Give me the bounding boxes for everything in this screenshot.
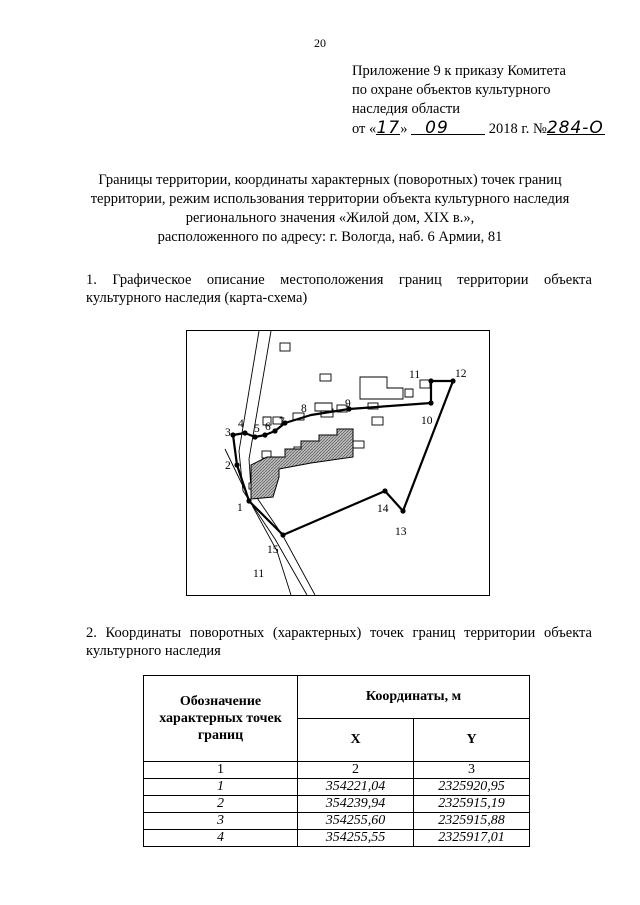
y-cell: 2325920,95 — [414, 779, 530, 796]
col-header-x: X — [298, 719, 414, 762]
point-cell: 2 — [144, 796, 298, 813]
building-small — [280, 343, 290, 351]
point-cell: 3 — [144, 813, 298, 830]
boundary-map-svg — [187, 331, 489, 595]
point-label-8: 8 — [301, 403, 307, 415]
point-label-15: 15 — [267, 544, 279, 556]
boundary-point — [400, 508, 405, 513]
point-label-4: 4 — [238, 418, 244, 430]
appendix-line-2: по охране объектов культурного — [352, 82, 551, 98]
building-small — [372, 417, 383, 425]
y-cell: 2325917,01 — [414, 830, 530, 847]
appendix-line-1: Приложение 9 к приказу Комитета — [352, 63, 566, 79]
boundary-point — [230, 432, 235, 437]
boundary-point — [234, 462, 239, 467]
map-extra-label: 11 — [253, 568, 265, 580]
building-small — [315, 403, 332, 411]
point-label-11: 11 — [409, 369, 421, 381]
boundary-map — [186, 330, 490, 596]
point-label-7: 7 — [279, 416, 285, 428]
point-label-3: 3 — [225, 427, 231, 439]
table-row — [144, 779, 530, 796]
x-cell: 354239,94 — [298, 796, 414, 813]
section-1-heading: 1. Графическое описание местоположения границ территории объекта культурного наследия (карта-схема) — [86, 272, 592, 306]
boundary-point — [428, 378, 433, 383]
title-line-4: расположенного по адресу: г. Вологда, наб. 6 Армии, 81 — [157, 229, 503, 245]
x-cell: 354255,60 — [298, 813, 414, 830]
point-label-2: 2 — [225, 460, 231, 472]
section-2-heading: 2. Координаты поворотных (характерных) точек границ территории объекта культурного наследия — [86, 625, 592, 659]
col-header-coordinates: Координаты, м — [298, 676, 530, 719]
point-label-13: 13 — [395, 526, 407, 538]
title-line-1: Границы территории, координаты характерных (поворотных) точек границ — [98, 172, 562, 188]
boundary-point — [246, 498, 251, 503]
boundary-point — [428, 400, 433, 405]
coordinates-table — [143, 675, 530, 847]
building-small — [320, 374, 331, 381]
building-small — [353, 441, 364, 448]
building-large — [360, 377, 403, 399]
document-title — [70, 171, 590, 247]
boundary-point — [272, 428, 277, 433]
point-label-1: 1 — [237, 502, 243, 514]
index-cell: 1 — [144, 762, 298, 779]
col-header-designation: Обозначение характерных точек границ — [144, 676, 298, 762]
point-label-10: 10 — [421, 415, 433, 427]
x-cell: 354221,04 — [298, 779, 414, 796]
boundary-point — [280, 532, 285, 537]
index-cell: 3 — [414, 762, 530, 779]
point-label-9: 9 — [345, 398, 351, 410]
date-mid: » — [400, 121, 408, 137]
boundary-point — [252, 434, 257, 439]
appendix-date-line — [352, 119, 622, 139]
appendix-header — [352, 62, 622, 139]
y-cell: 2325915,19 — [414, 796, 530, 813]
date-year: 2018 г. № — [488, 121, 547, 137]
table-row — [144, 813, 530, 830]
date-day: 17 — [376, 118, 401, 138]
table-row — [144, 830, 530, 847]
date-month: 09 — [425, 118, 449, 138]
point-cell: 1 — [144, 779, 298, 796]
appendix-line-3: наследия области — [352, 101, 461, 117]
boundary-point — [382, 488, 387, 493]
title-line-3: регионального значения «Жилой дом, XIX в.», — [185, 210, 475, 226]
table-row — [144, 796, 530, 813]
point-label-6: 6 — [265, 421, 271, 433]
title-line-2: территории, режим использования территории объекта культурного наследия — [90, 191, 570, 207]
y-cell: 2325915,88 — [414, 813, 530, 830]
x-cell: 354255,55 — [298, 830, 414, 847]
boundary-point — [242, 430, 247, 435]
boundary-point — [262, 432, 267, 437]
point-label-14: 14 — [377, 503, 389, 515]
page-number: 20 — [314, 36, 326, 50]
point-cell: 4 — [144, 830, 298, 847]
point-label-5: 5 — [254, 423, 260, 435]
date-prefix: от « — [352, 121, 377, 137]
building-small — [405, 389, 413, 397]
index-cell: 2 — [298, 762, 414, 779]
point-label-12: 12 — [455, 368, 467, 380]
col-header-y: Y — [414, 719, 530, 762]
heritage-building — [251, 429, 353, 499]
order-number: 284-О — [546, 118, 604, 138]
